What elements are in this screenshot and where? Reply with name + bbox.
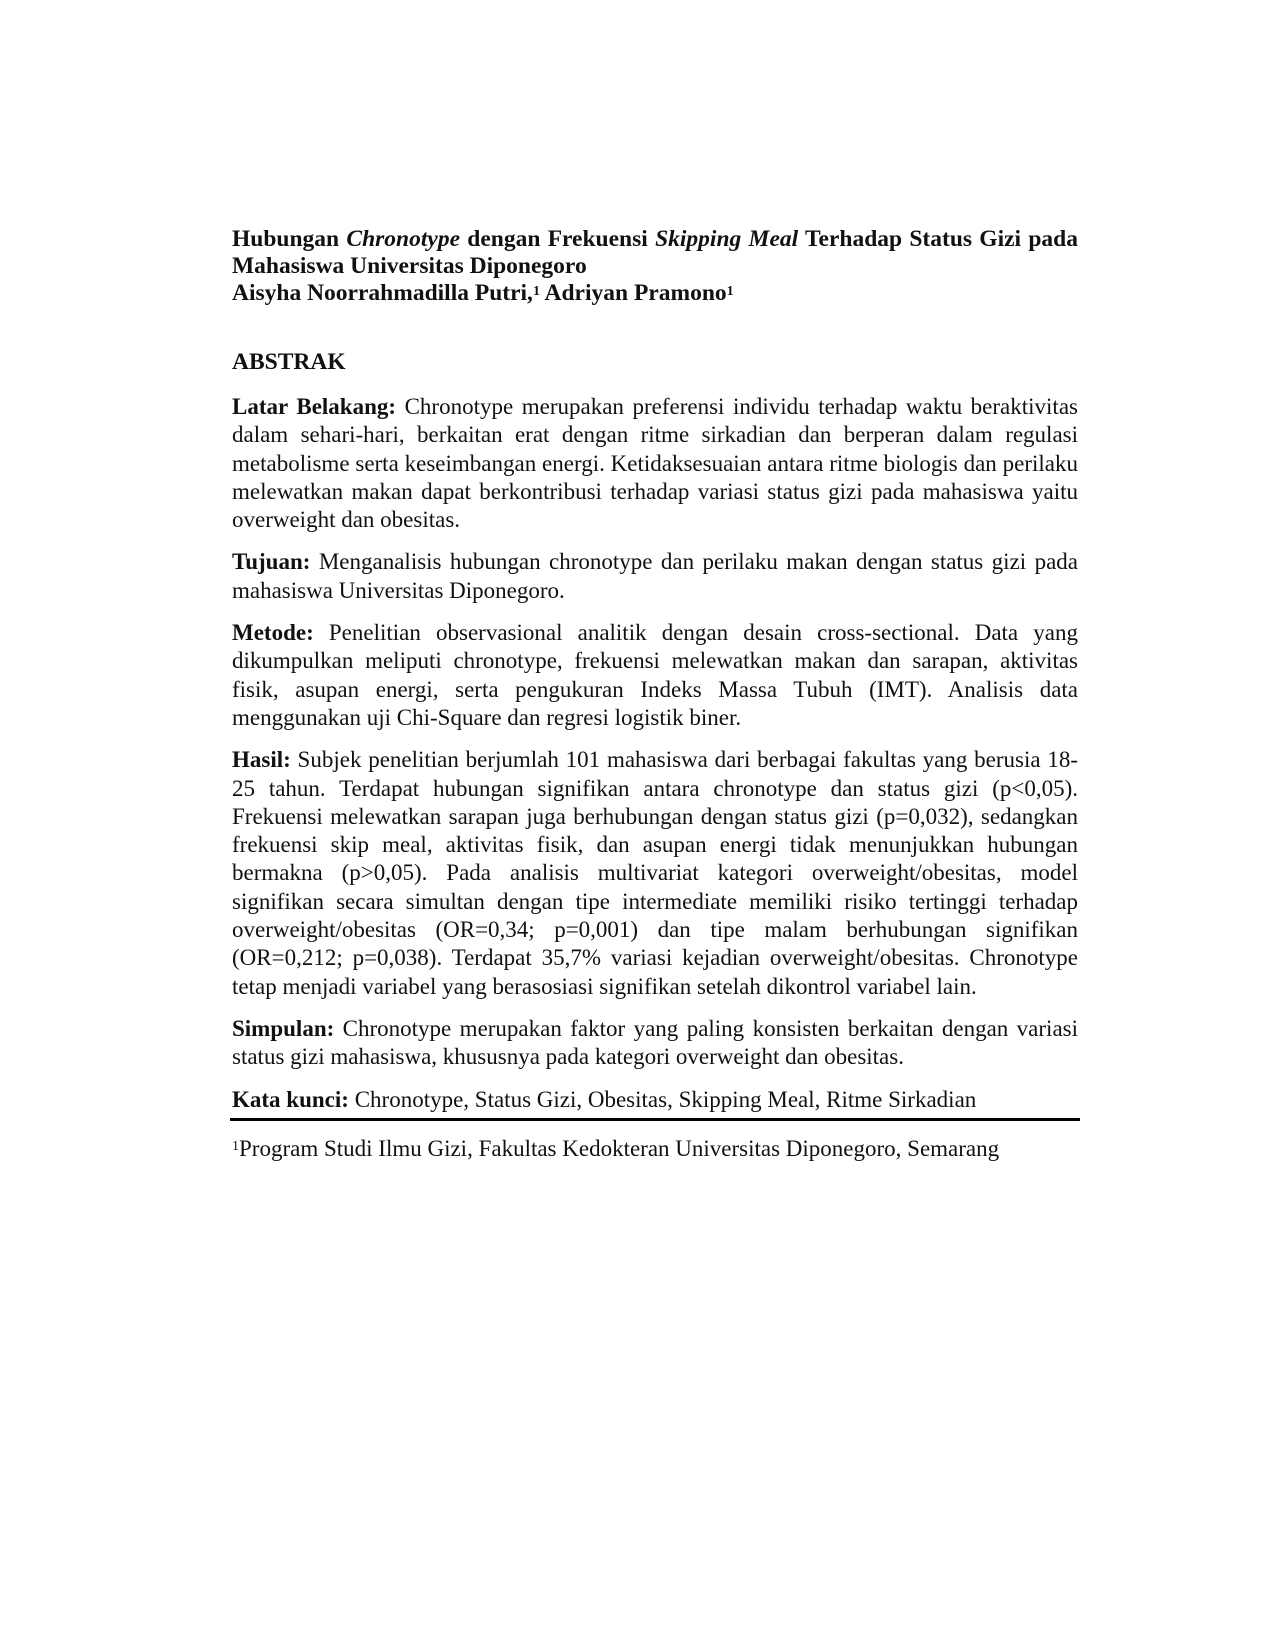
abstract-heading: ABSTRAK xyxy=(232,349,346,375)
title-text: Terhadap Status Gizi pada Mahasiswa Universitas Diponegoro xyxy=(232,226,1078,279)
section-text: Chronotype merupakan preferensi individu terhadap waktu beraktivitas dalam sehari-hari, berkaitan erat dengan ritme sirkadian dan berperan dalam regulasi metabolisme serta keseimbangan energi. Ketidaksesuaian antara ritme biologis dan perilaku melewatkan makan dapat berkontribusi terhadap variasi status gizi pada mahasiswa yaitu overweight dan obesitas. xyxy=(232,394,1078,533)
section-text: Subjek penelitian berjumlah 101 mahasiswa dari berbagai fakultas yang berusia 18-25 tahun. Terdapat hubungan signifikan antara chronotype dan status gizi (p<0,05). Frekuensi melewatkan sarapan juga berhubungan dengan status gizi (p=0,032), sedangkan frekuensi skip meal, aktivitas fisik, dan asupan energi tidak menunjukkan hubungan bermakna (p>0,05). Pada analisis multivariat kategori overweight/obesitas, model signifikan secara simultan dengan tipe intermediate memiliki risiko tertinggi terhadap overweight/obesitas (OR=0,34; p=0,001) dan tipe malam berhubungan signifikan (OR=0,212; p=0,038). Terdapat 35,7% variasi kejadian overweight/obesitas. Chronotype tetap menjadi variabel yang berasosiasi signifikan setelah dikontrol variabel lain. xyxy=(232,747,1078,999)
section-text: Menganalisis hubungan chronotype dan perilaku makan dengan status gizi pada mahasiswa Universitas Diponegoro. xyxy=(232,549,1078,603)
affiliation-text: Program Studi Ilmu Gizi, Fakultas Kedokteran Universitas Diponegoro, Semarang xyxy=(239,1135,1000,1161)
section-text: Penelitian observasional analitik dengan desain cross-sectional. Data yang dikumpulkan meliputi chronotype, frekuensi melewatkan makan dan sarapan, aktivitas fisik, asupan energi, serta pengukuran Indeks Massa Tubuh (IMT). Analisis data menggunakan uji Chi-Square dan regresi logistik biner. xyxy=(232,620,1078,730)
author-name: Adriyan Pramono xyxy=(539,280,727,306)
section-label: Metode: xyxy=(232,620,314,646)
section-label: Latar Belakang: xyxy=(232,394,397,419)
abstract-section-background xyxy=(232,393,1078,534)
title-italic-chronotype: Chronotype xyxy=(346,226,461,252)
affiliation-footnote xyxy=(232,1135,1078,1163)
author-affiliation-mark: 1 xyxy=(532,284,540,299)
section-text: Chronotype merupakan faktor yang paling konsisten berkaitan dengan variasi status gizi mahasiswa, khususnya pada kategori overweight dan obesitas. xyxy=(232,1015,1078,1070)
keywords xyxy=(232,1086,1078,1114)
section-label: Tujuan: xyxy=(232,549,311,575)
section-label: Hasil: xyxy=(232,747,291,773)
paper-title xyxy=(232,226,1078,280)
title-text: Hubungan xyxy=(232,226,347,252)
footnote-divider xyxy=(230,1118,1080,1121)
affiliation-mark: 1 xyxy=(232,1138,239,1154)
author-affiliation-mark: 1 xyxy=(726,284,734,299)
keywords-text: Chronotype, Status Gizi, Obesitas, Skipping Meal, Ritme Sirkadian xyxy=(348,1086,977,1112)
title-italic-skipping-meal: Skipping Meal xyxy=(655,226,799,252)
abstract-section-methods xyxy=(232,619,1078,732)
paper-page xyxy=(232,226,1078,1163)
title-text: dengan Frekuensi xyxy=(460,226,656,252)
author-list xyxy=(232,280,1078,307)
keywords-label: Kata kunci: xyxy=(232,1086,349,1112)
abstract-section-results xyxy=(232,746,1078,1001)
abstract-section-objective xyxy=(232,548,1078,605)
section-label: Simpulan: xyxy=(232,1015,335,1041)
author-name: Aisyha Noorrahmadilla Putri, xyxy=(232,280,533,306)
abstract-section-conclusion xyxy=(232,1015,1078,1072)
